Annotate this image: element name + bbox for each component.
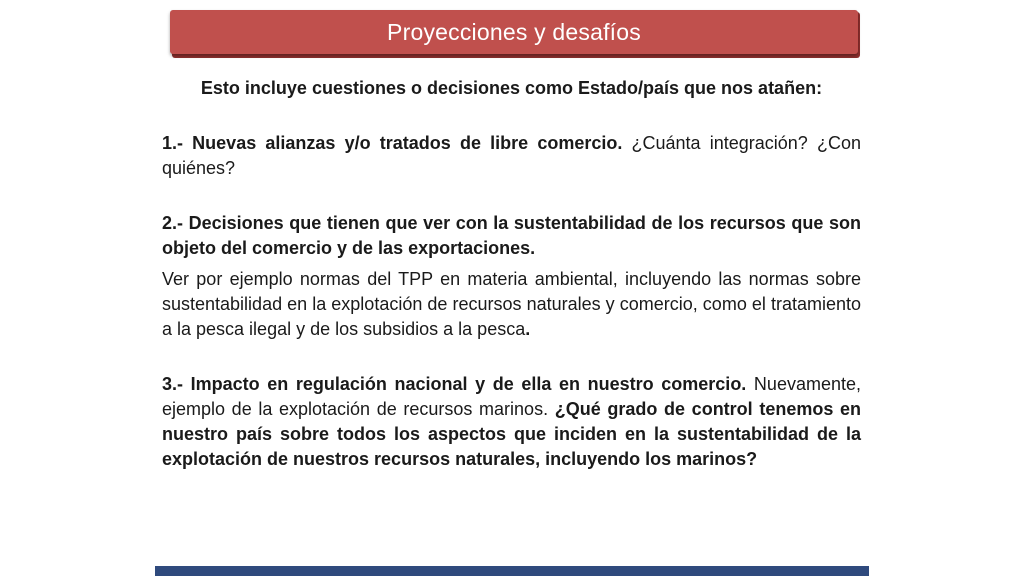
title-bar <box>170 10 858 54</box>
item-2-heading: 2.- Decisiones que tienen que ver con la sustentabilidad de los recursos que son objeto del comercio y de las exportaciones. <box>162 213 861 258</box>
item-1-text: ¿Cuánta integración? ¿Con quiénes? <box>162 133 861 178</box>
item-1 <box>162 131 861 181</box>
footer-bar <box>155 566 869 576</box>
slide-content <box>162 76 861 472</box>
item-3-heading: 3.- Impacto en regulación nacional y de ella en nuestro comercio. <box>162 374 747 394</box>
item-2-detail-period: . <box>525 319 531 339</box>
item-1-heading: 1.- Nuevas alianzas y/o tratados de libre comercio. <box>162 133 623 153</box>
item-2-detail-text: Ver por ejemplo normas del TPP en materia ambiental, incluyendo las normas sobre sustentabilidad en la explotación de recursos naturales y comercio, como el tratamiento a la pesca ilegal y de los subsidios a la pesca <box>162 269 861 339</box>
item-3 <box>162 372 861 472</box>
item-2 <box>162 211 861 261</box>
item-3-text: Nuevamente, ejemplo de la explotación de recursos marinos. <box>162 374 861 419</box>
slide-title: Proyecciones y desafíos <box>387 18 641 45</box>
intro-text: Esto incluye cuestiones o decisiones como Estado/país que nos atañen: <box>200 78 823 98</box>
item-3-question: ¿Qué grado de control tenemos en nuestro país sobre todos los aspectos que inciden en la sustentabilidad de la explotación de nuestros recursos naturales, incluyendo los marinos? <box>162 399 862 469</box>
item-2-detail <box>162 267 861 342</box>
